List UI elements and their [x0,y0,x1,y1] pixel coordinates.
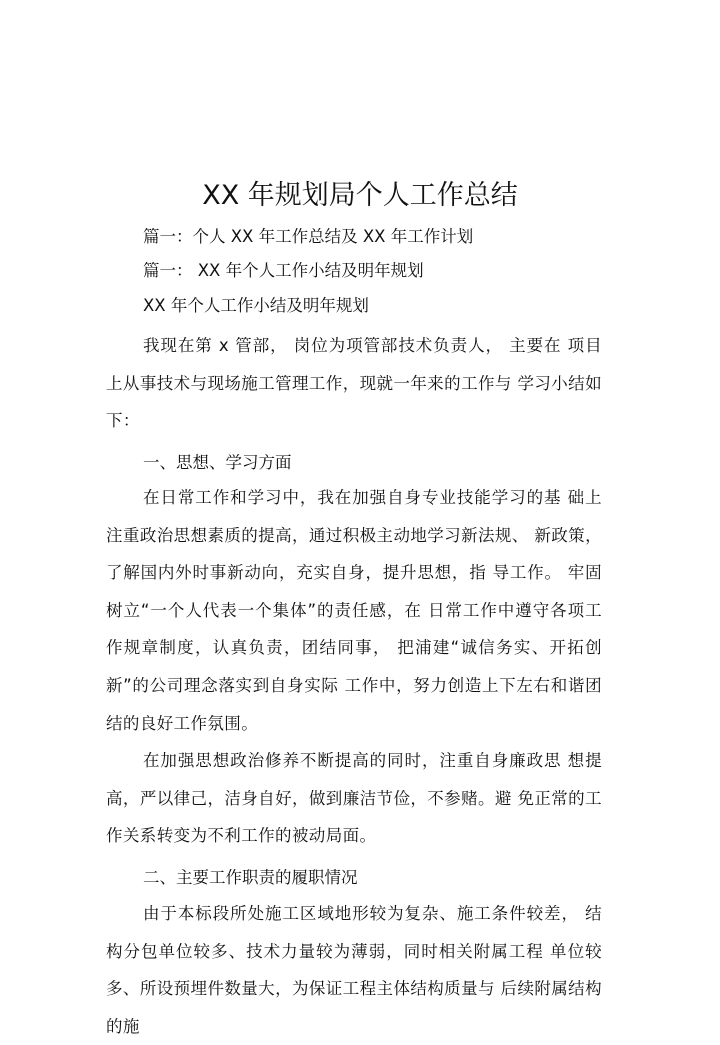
intro-paragraph: 我现在第 x 管部， 岗位为项管部技术负责人， 主要在 项目上从事技术与现场施工管理工作，现就一年来的工作与 学习小结如下： [106,336,602,431]
section-1-paragraph-2: 在加强思想政治修养不断提高的同时，注重自身廉政思 想提高，严以律己，洁身自好，做到廉洁节俭，不参赌。避 免正常的工作关系转变为不利工作的被动局面。 [106,751,602,846]
subtitle-summary: 篇一： XX 年个人工作小结及明年规划 [143,261,424,280]
section-2-paragraph-1: 由于本标段所处施工区域地形较为复杂、施工条件较差， 结构分包单位较多、技术力量较为薄弱，同时相关附属工程 单位较多、所设预埋件数量大，为保证工程主体结构质量与 后续附属结构的施 [106,904,602,1036]
subtitle-summary-heading: XX 年个人工作小结及明年规划 [143,296,369,315]
document-title: XX 年规划局个人工作总结 [202,180,518,211]
section-heading-duties: 二、主要工作职责的履职情况 [143,868,358,887]
section-1-paragraph-1: 在日常工作和学习中，我在加强自身专业技能学习的基 础上注重政治思想素质的提高，通过积极主动地学习新法规、 新政策，了解国内外时事新动向，充实自身，提升思想，指 导工作。 牢固树立“一个人代表一个集体”的责任感，在 日常工作中遵守各项工作规章制度，认真负责，团结同事， 把浦建“诚信务实、开拓创新”的公司理念落实到自身实际 工作中，努力创造上下左右和谐团结的良好工作氛围。 [106,488,602,733]
subtitle-plan: 篇一：个人 XX 年工作总结及 XX 年工作计划 [143,227,474,246]
section-heading-thought-study: 一、思想、学习方面 [143,453,292,472]
